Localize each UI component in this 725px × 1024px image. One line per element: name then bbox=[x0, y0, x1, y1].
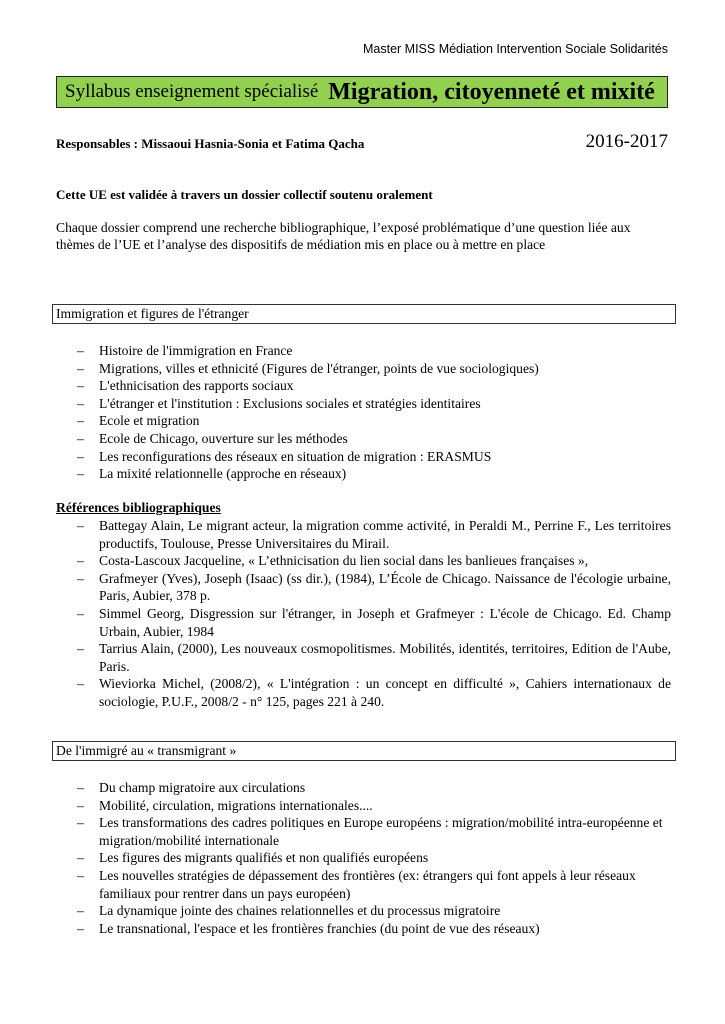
list-item: – Du champ migratoire aux circulations bbox=[77, 780, 306, 795]
dash-bullet: – bbox=[77, 553, 84, 569]
reference-item: – Grafmeyer (Yves), Joseph (Isaac) (ss dir.), (1984), L’École de Chicago. Naissance de l'écologie urbaine, Paris, Aubier, 378 p. bbox=[77, 570, 671, 604]
dash-bullet: – bbox=[77, 466, 84, 482]
dash-bullet: – bbox=[77, 378, 84, 394]
list-item: – Mobilité, circulation, migrations internationales.... bbox=[77, 797, 373, 813]
list-item: – Le transnational, l'espace et les frontières franchies (du point de vue des réseaux) bbox=[77, 920, 540, 936]
dash-bullet: – bbox=[77, 395, 84, 411]
reference-item: – Wieviorka Michel, (2008/2), « L'intégration : un concept en difficulté », Cahiers internationaux de sociologie, P.U.F., 2008/2 - n° 125, pages 221 à 240. bbox=[77, 676, 671, 709]
dash-bullet: – bbox=[77, 413, 84, 429]
dash-bullet: – bbox=[77, 676, 84, 692]
dash-bullet: – bbox=[77, 641, 84, 657]
course-title: Migration, citoyenneté et mixité bbox=[328, 78, 655, 105]
reference-item: – Simmel Georg, Disgression sur l'étranger, in Joseph et Grafmeyer : L'école de Chicago. Ed. Champ Urbain, Aubier, 1984 bbox=[77, 605, 671, 639]
list-item: – Histoire de l'immigration en France bbox=[77, 343, 293, 358]
list-item: – L'étranger et l'institution : Exclusions sociales et stratégies identitaires bbox=[77, 395, 481, 411]
dash-bullet: – bbox=[77, 780, 84, 795]
list-item: – Les nouvelles stratégies de dépassement des frontières (ex: étrangers qui font appels à leur réseaux familiaux pour rentrer dans un pays européen) bbox=[77, 867, 636, 901]
dash-bullet: – bbox=[77, 920, 84, 936]
section2-topics-list bbox=[56, 779, 671, 937]
dash-bullet: – bbox=[77, 448, 84, 464]
dash-bullet: – bbox=[77, 850, 84, 866]
section-heading-transmigrant: De l'immigré au « transmigrant » bbox=[52, 741, 676, 761]
list-item: – La dynamique jointe des chaines relationnelles et du processus migratoire bbox=[77, 903, 501, 919]
dash-bullet: – bbox=[77, 815, 84, 831]
reference-item: – Tarrius Alain, (2000), Les nouveaux cosmopolitismes. Mobilités, identités, territoires, Edition de l'Aube, Paris. bbox=[77, 641, 671, 674]
section1-topics-list bbox=[56, 342, 671, 483]
list-item: – Migrations, villes et ethnicité (Figures de l'étranger, points de vue sociologiques) bbox=[77, 360, 539, 376]
academic-year: 2016-2017 bbox=[585, 131, 668, 152]
list-item: – Ecole de Chicago, ouverture sur les méthodes bbox=[77, 430, 348, 446]
section-heading-immigration: Immigration et figures de l'étranger bbox=[52, 304, 676, 324]
dash-bullet: – bbox=[77, 797, 84, 813]
dash-bullet: – bbox=[77, 430, 84, 446]
title-prefix: Syllabus enseignement spécialisé bbox=[65, 81, 319, 102]
reference-item: – Costa-Lascoux Jacqueline, « L’ethnicisation du lien social dans les banlieues françaises », bbox=[77, 553, 589, 569]
responsables: Responsables : Missaoui Hasnia-Sonia et Fatima Qacha bbox=[56, 136, 365, 151]
list-item: – Les reconfigurations des réseaux en situation de migration : ERASMUS bbox=[77, 448, 492, 464]
list-item: – Ecole et migration bbox=[77, 413, 200, 429]
reference-item: – Battegay Alain, Le migrant acteur, la migration comme activité, in Peraldi M., Perrine F., Les territoires productifs, Toulouse, Presse Universitaires du Mirail. bbox=[77, 518, 671, 551]
description-paragraph: Chaque dossier comprend une recherche bibliographique, l’exposé problématique d’une question liée aux thèmes de l’UE et l’analyse des dispositifs de médiation mis en place ou à mettre en place bbox=[56, 220, 631, 252]
list-item: – Les figures des migrants qualifiés et non qualifiés européens bbox=[77, 850, 429, 866]
program-header: Master MISS Médiation Intervention Sociale Solidarités bbox=[362, 42, 668, 56]
validation-statement: Cette UE est validée à travers un dossier collectif soutenu oralement bbox=[56, 187, 433, 202]
dash-bullet: – bbox=[77, 903, 84, 919]
syllabus-title-box bbox=[56, 76, 668, 108]
list-item: – Les transformations des cadres politiques en Europe européens : migration/mobilité intra-européenne et migration/mobilité internationale bbox=[77, 815, 663, 848]
dash-bullet: – bbox=[77, 867, 84, 883]
references-list bbox=[56, 517, 671, 711]
references-heading: Références bibliographiques bbox=[56, 500, 221, 515]
list-item: – La mixité relationnelle (approche en réseaux) bbox=[77, 466, 347, 482]
dash-bullet: – bbox=[77, 360, 84, 376]
dash-bullet: – bbox=[77, 605, 84, 621]
dash-bullet: – bbox=[77, 570, 84, 586]
list-item: – L'ethnicisation des rapports sociaux bbox=[77, 378, 294, 394]
dash-bullet: – bbox=[77, 518, 84, 533]
dash-bullet: – bbox=[77, 343, 84, 358]
